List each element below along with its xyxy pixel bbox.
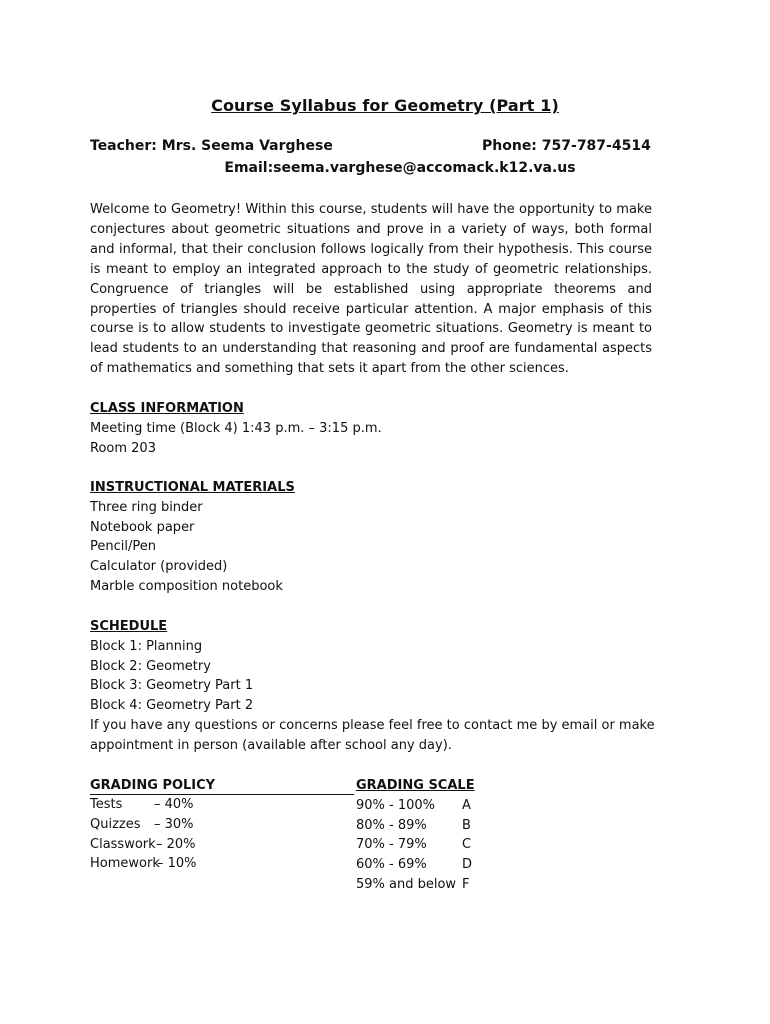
class-information-section <box>90 399 382 458</box>
score-range: 90% - 100% <box>356 797 436 813</box>
letter-grade: B <box>462 817 471 833</box>
score-range: 60% - 69% <box>356 857 427 873</box>
intro-paragraph: Welcome to Geometry! Within this course, students will have the opportunity to make conjectures about geometric situations and prove in a variety of ways, both formal and informal, that their conclusion follows logically from their hypothesis. This course is meant to employ an integrated approach to the study of geometric relationships. Congruence of triangles will be established using appropriate theorems and properties of triangles should receive particular attention. A major emphasis of this course is to allow students to investigate geometric situations. Geometry is meant to lead students to an understanding that reasoning and proof are fundamental aspects of mathematics and something that sets it apart from the other sciences. <box>90 202 652 377</box>
list-item: Block 3: Geometry Part 1 <box>90 678 254 694</box>
teacher-phone: Phone: 757-787-4514 <box>482 138 651 154</box>
grading-policy-heading: GRADING POLICY <box>90 776 354 795</box>
contact-note: If you have any questions or concerns please feel free to contact me by email or make <box>90 717 655 733</box>
policy-category: Quizzes <box>90 816 141 832</box>
policy-category: Homework <box>90 856 160 872</box>
list-item: Pencil/Pen <box>90 539 156 555</box>
list-item: Marble composition notebook <box>90 578 283 594</box>
table-row <box>356 816 478 836</box>
letter-grade: A <box>462 797 471 813</box>
list-item: Block 4: Geometry Part 2 <box>90 698 254 714</box>
policy-category: Classwork <box>90 836 156 852</box>
table-row <box>90 835 354 855</box>
contact-note: appointment in person (available after school any day). <box>90 737 452 753</box>
table-row <box>356 835 478 855</box>
section-heading: INSTRUCTIONAL MATERIALS <box>90 480 295 495</box>
policy-category: Tests <box>90 797 123 812</box>
grading-scale <box>356 776 478 895</box>
table-row <box>90 795 354 815</box>
letter-grade: C <box>462 837 472 853</box>
score-range: 80% - 89% <box>356 817 427 833</box>
section-heading: SCHEDULE <box>90 619 168 634</box>
room-number: Room 203 <box>90 440 156 456</box>
policy-weight: – 40% <box>154 797 194 812</box>
list-item: Three ring binder <box>90 499 203 515</box>
grading-scale-heading: GRADING SCALE <box>356 778 475 793</box>
table-row <box>90 854 354 874</box>
score-range: 70% - 79% <box>356 837 427 853</box>
instructional-materials-section <box>90 478 295 597</box>
section-heading: CLASS INFORMATION <box>90 401 244 416</box>
letter-grade: F <box>462 876 470 892</box>
table-row <box>356 875 478 895</box>
policy-weight: – 30% <box>154 816 194 832</box>
meeting-time: Meeting time (Block 4) 1:43 p.m. – 3:15 p.m. <box>90 420 382 436</box>
list-item: Block 2: Geometry <box>90 658 211 674</box>
list-item: Calculator (provided) <box>90 559 228 575</box>
document-title: Course Syllabus for Geometry (Part 1) <box>211 96 559 115</box>
schedule-section <box>90 617 655 756</box>
teacher-name: Teacher: Mrs. Seema Varghese <box>90 138 333 154</box>
score-range: 59% and below <box>356 876 457 892</box>
table-row <box>90 815 354 835</box>
grading-policy <box>90 776 354 874</box>
teacher-email: Email:seema.varghese@accomack.k12.va.us <box>224 160 576 176</box>
policy-weight: – 20% <box>156 836 196 852</box>
table-row <box>356 796 478 816</box>
table-row <box>356 855 478 875</box>
list-item: Notebook paper <box>90 519 195 535</box>
policy-weight: – 10% <box>157 856 197 872</box>
letter-grade: D <box>462 857 473 873</box>
list-item: Block 1: Planning <box>90 638 203 654</box>
